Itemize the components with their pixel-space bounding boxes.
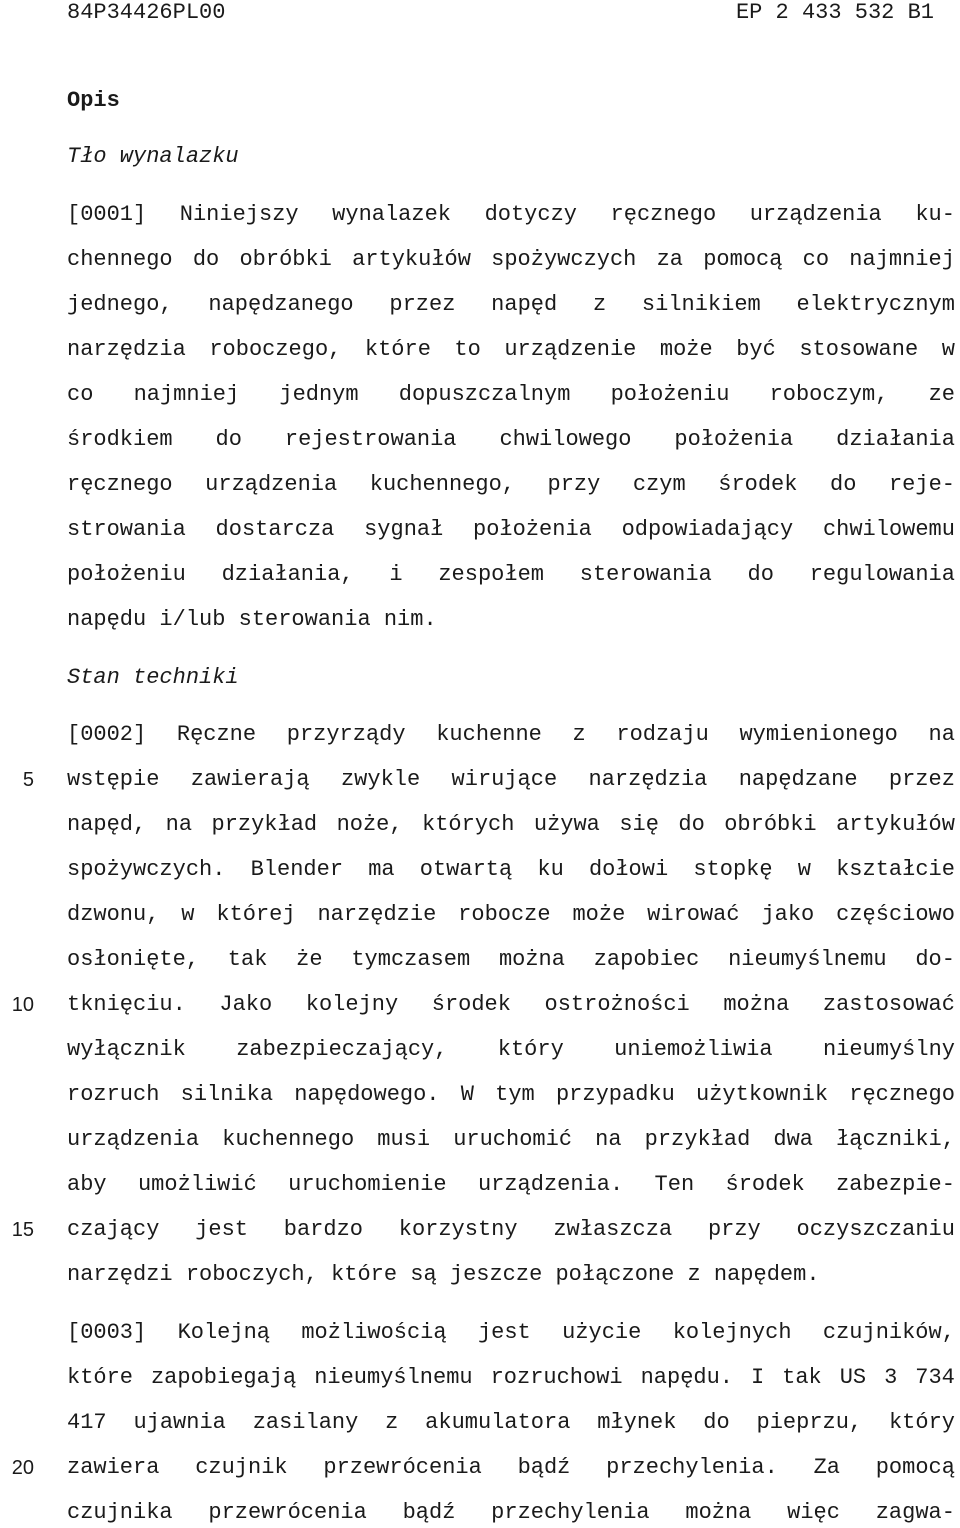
text-line: narzędzia roboczego, które to urządzenie może być stosowane w <box>67 337 955 362</box>
text-line: osłonięte, tak że tymczasem można zapobiec nieumyślnemu do- <box>67 947 955 972</box>
line-number: 5 <box>22 769 34 791</box>
text-line: 417 ujawnia zasilany z akumulatora młynek do pieprzu, który <box>67 1410 955 1435</box>
text-line: co najmniej jednym dopuszczalnym położeniu roboczym, ze <box>67 382 955 407</box>
text-line: które zapobiegają nieumyślnemu rozruchowi napędu. I tak US 3 734 <box>67 1365 955 1390</box>
text-line: [0003] Kolejną możliwością jest użycie kolejnych czujników, <box>67 1320 955 1345</box>
text-line: wyłącznik zabezpieczający, który uniemożliwia nieumyślny <box>67 1037 955 1062</box>
section-title-prior-art: Stan techniki <box>67 665 239 690</box>
page-heading: Opis <box>67 88 120 113</box>
text-line: czający jest bardzo korzystny zwłaszcza przy oczyszczaniu <box>67 1217 955 1242</box>
text-line: środkiem do rejestrowania chwilowego położenia działania <box>67 427 955 452</box>
text-line: urządzenia kuchennego musi uruchomić na przykład dwa łączniki, <box>67 1127 955 1152</box>
text-line: dzwonu, w której narzędzie robocze może wirować jako częściowo <box>67 902 955 927</box>
line-number: 10 <box>11 994 34 1016</box>
text-line: zawiera czujnik przewrócenia bądź przechylenia. Za pomocą <box>67 1455 955 1480</box>
text-line: czujnika przewrócenia bądź przechylenia można więc zagwa- <box>67 1500 955 1525</box>
line-number: 15 <box>11 1219 34 1241</box>
text-line: strowania dostarcza sygnał położenia odpowiadający chwilowemu <box>67 517 955 542</box>
text-line: wstępie zawierają zwykle wirujące narzędzia napędzane przez <box>67 767 955 792</box>
text-line: tknięciu. Jako kolejny środek ostrożności można zastosować <box>67 992 955 1017</box>
text-line: spożywczych. Blender ma otwartą ku dołowi stopkę w kształcie <box>67 857 955 882</box>
text-line: aby umożliwić uruchomienie urządzenia. Ten środek zabezpie- <box>67 1172 955 1197</box>
text-line: [0001] Niniejszy wynalazek dotyczy ręcznego urządzenia ku- <box>67 202 955 227</box>
text-line: rozruch silnika napędowego. W tym przypadku użytkownik ręcznego <box>67 1082 955 1107</box>
patent-number: EP 2 433 532 B1 <box>735 0 934 25</box>
section-title-background: Tło wynalazku <box>67 144 239 169</box>
line-number: 20 <box>11 1457 34 1479</box>
text-line: [0002] Ręczne przyrządy kuchenne z rodzaju wymienionego na <box>67 722 955 747</box>
text-line: jednego, napędzanego przez napęd z silnikiem elektrycznym <box>67 292 955 317</box>
document-number: 84P34426PL00 <box>67 0 226 25</box>
text-line: chennego do obróbki artykułów spożywczych za pomocą co najmniej <box>67 247 955 272</box>
text-line: narzędzi roboczych, które są jeszcze połączone z napędem. <box>67 1262 820 1287</box>
text-line: położeniu działania, i zespołem sterowania do regulowania <box>67 562 955 587</box>
text-line: ręcznego urządzenia kuchennego, przy czym środek do reje- <box>67 472 955 497</box>
text-line: napędu i/lub sterowania nim. <box>67 607 437 632</box>
text-line: napęd, na przykład noże, których używa się do obróbki artykułów <box>67 812 955 837</box>
